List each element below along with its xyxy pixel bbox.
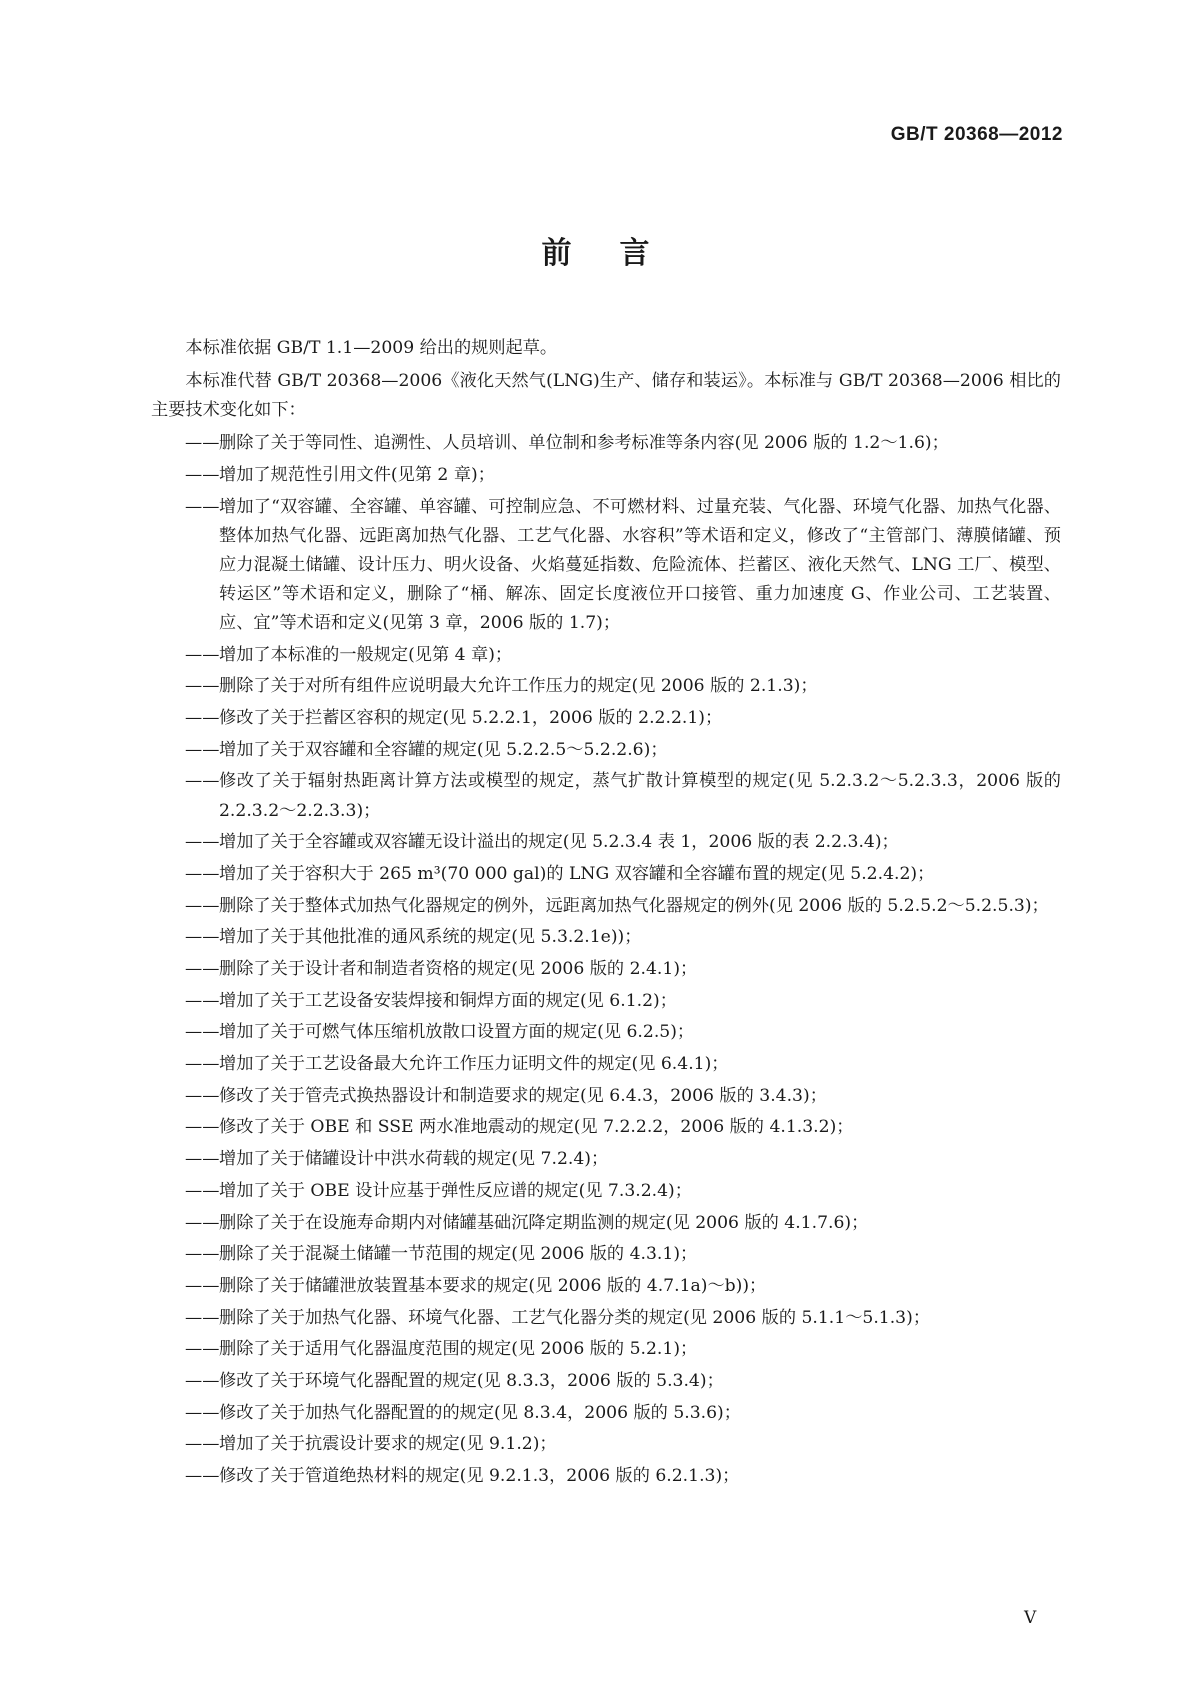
- list-dash: ——: [185, 1085, 220, 1106]
- intro-paragraph-2: 本标准代替 GB/T 20368—2006《液化天然气(LNG)生产、储存和装运》。本标准与 GB/T 20368—2006 相比的主要技术变化如下：: [151, 371, 1061, 421]
- change-text: 增加了关于全容罐或双容罐无设计溢出的规定(见 5.2.3.4 表 1，2006 版的表 2.2.3.4)；: [219, 832, 899, 853]
- page-number: V: [1024, 1608, 1037, 1628]
- list-dash: ——: [185, 863, 220, 884]
- change-text: 增加了关于储罐设计中洪水荷载的规定(见 7.2.4)；: [219, 1149, 609, 1170]
- change-text: 删除了关于在设施寿命期内对储罐基础沉降定期监测的规定(见 2006 版的 4.1.7.6)；: [219, 1212, 869, 1233]
- standard-code: GB/T 20368—2012: [890, 124, 1063, 145]
- change-item: [151, 1304, 1061, 1333]
- change-item: [151, 1209, 1061, 1238]
- change-item: [151, 1335, 1061, 1364]
- change-text: 增加了关于双容罐和全容罐的规定(见 5.2.2.5～5.2.2.6)；: [219, 739, 668, 760]
- change-item: [151, 1240, 1061, 1269]
- change-item: [151, 1082, 1061, 1111]
- change-item: [151, 1018, 1061, 1047]
- intro-paragraph-1: 本标准依据 GB/T 1.1—2009 给出的规则起草。: [185, 338, 558, 358]
- page-title: 前言: [541, 236, 698, 271]
- change-text: 修改了关于辐射热距离计算方法或模型的规定，蒸气扩散计算模型的规定(见 5.2.3.2～5.2.3.3，2006 版的 2.2.3.2～2.2.3.3)；: [219, 771, 1061, 821]
- list-dash: ——: [185, 1180, 220, 1201]
- change-item: [151, 461, 1061, 490]
- list-dash: ——: [185, 1244, 220, 1265]
- change-item: [151, 641, 1061, 670]
- list-dash: ——: [185, 1054, 220, 1075]
- list-dash: ——: [185, 676, 220, 697]
- change-item: [151, 892, 1061, 921]
- change-text: 增加了关于抗震设计要求的规定(见 9.1.2)；: [219, 1434, 557, 1455]
- list-dash: ——: [185, 1370, 220, 1391]
- change-text: 修改了关于环境气化器配置的规定(见 8.3.3，2006 版的 5.3.4)；: [219, 1370, 724, 1391]
- change-item: [151, 923, 1061, 952]
- list-dash: ——: [185, 433, 220, 454]
- change-item: [151, 1050, 1061, 1079]
- change-item: [151, 828, 1061, 857]
- change-item: [151, 860, 1061, 889]
- change-item: [151, 1177, 1061, 1206]
- change-item: [151, 429, 1061, 458]
- list-dash: ——: [185, 1402, 220, 1423]
- change-item: [151, 987, 1061, 1016]
- change-text: 增加了关于 OBE 设计应基于弹性反应谱的规定(见 7.3.2.4)；: [219, 1180, 692, 1201]
- list-dash: ——: [185, 708, 220, 729]
- list-dash: ——: [185, 1275, 220, 1296]
- change-item: [151, 1272, 1061, 1301]
- document-body: [151, 334, 1061, 1494]
- list-dash: ——: [185, 496, 220, 517]
- change-text: 删除了关于等同性、追溯性、人员培训、单位制和参考标准等条内容(见 2006 版的 1.2～1.6)；: [219, 433, 949, 454]
- change-item: [151, 767, 1061, 825]
- change-item: [151, 1399, 1061, 1428]
- change-item: [151, 1145, 1061, 1174]
- change-text: 删除了关于储罐泄放装置基本要求的规定(见 2006 版的 4.7.1a)～b))；: [219, 1275, 767, 1296]
- change-item: [151, 955, 1061, 984]
- change-text: 删除了关于混凝土储罐一节范围的规定(见 2006 版的 4.3.1)；: [219, 1244, 698, 1265]
- list-dash: ——: [185, 1022, 220, 1043]
- change-text: 删除了关于加热气化器、环境气化器、工艺气化器分类的规定(见 2006 版的 5.1.1～5.1.3)；: [219, 1307, 931, 1328]
- list-dash: ——: [185, 1307, 220, 1328]
- change-text: 增加了关于工艺设备安装焊接和铜焊方面的规定(见 6.1.2)；: [219, 990, 677, 1011]
- list-dash: ——: [185, 644, 220, 665]
- change-text: 删除了关于设计者和制造者资格的规定(见 2006 版的 2.4.1)；: [219, 959, 698, 979]
- change-item: [151, 1113, 1061, 1142]
- list-dash: ——: [185, 832, 220, 853]
- list-dash: ——: [185, 895, 220, 916]
- list-dash: ——: [185, 927, 220, 948]
- change-text: 增加了关于工艺设备最大允许工作压力证明文件的规定(见 6.4.1)；: [219, 1054, 729, 1075]
- change-text: 修改了关于加热气化器配置的的规定(见 8.3.4，2006 版的 5.3.6)；: [219, 1402, 741, 1423]
- change-text: 修改了关于拦蓄区容积的规定(见 5.2.2.1，2006 版的 2.2.2.1)；: [219, 708, 723, 729]
- change-text: 修改了关于管壳式换热器设计和制造要求的规定(见 6.4.3，2006 版的 3.4.3)；: [219, 1085, 827, 1106]
- list-dash: ——: [185, 739, 220, 760]
- change-text: 删除了关于对所有组件应说明最大允许工作压力的规定(见 2006 版的 2.1.3)；: [219, 676, 818, 697]
- change-text: 修改了关于 OBE 和 SSE 两水准地震动的规定(见 7.2.2.2，2006 版的 4.1.3.2)；: [219, 1117, 854, 1138]
- list-dash: ——: [185, 1212, 220, 1233]
- change-item: [151, 704, 1061, 733]
- change-text: 删除了关于适用气化器温度范围的规定(见 2006 版的 5.2.1)；: [219, 1339, 698, 1360]
- change-item: [151, 1462, 1061, 1491]
- changes-list: [151, 429, 1061, 1491]
- list-dash: ——: [185, 1466, 220, 1486]
- change-text: 增加了本标准的一般规定(见第 4 章)；: [219, 644, 513, 665]
- change-text: 增加了“双容罐、全容罐、单容罐、可控制应急、不可燃材料、过量充装、气化器、环境气化器、加热气化器、整体加热气化器、远距离加热气化器、工艺气化器、水容积”等术语和定义，修改了“主管部门、薄膜储罐、预应力混凝土储罐、设计压力、明火设备、火焰蔓延指数、危险流体、拦蓄区、液化天然气、LNG 工厂、模型、转运区”等术语和定义，删除了“桶、解冻、固定长度液位开口接管、重力加速度 G、作业公司、工艺装置、应、宜”等术语和定义(见第 3 章，2006 版的 1.7)；: [219, 496, 1061, 634]
- list-dash: ——: [185, 771, 220, 792]
- list-dash: ——: [185, 1339, 220, 1360]
- change-item: [151, 736, 1061, 765]
- change-text: 删除了关于整体式加热气化器规定的例外，远距离加热气化器规定的例外(见 2006 版的 5.2.5.2～5.2.5.3)；: [219, 895, 1049, 916]
- change-item: [151, 1367, 1061, 1396]
- list-dash: ——: [185, 1149, 220, 1170]
- change-item: [151, 672, 1061, 701]
- change-text: 修改了关于管道绝热材料的规定(见 9.2.1.3，2006 版的 6.2.1.3)；: [219, 1466, 740, 1486]
- change-text: 增加了规范性引用文件(见第 2 章)；: [219, 464, 495, 485]
- list-dash: ——: [185, 464, 220, 485]
- change-text: 增加了关于可燃气体压缩机放散口设置方面的规定(见 6.2.5)；: [219, 1022, 695, 1043]
- list-dash: ——: [185, 959, 220, 979]
- change-text: 增加了关于容积大于 265 m³(70 000 gal)的 LNG 双容罐和全容罐布置的规定(见 5.2.4.2)；: [219, 863, 935, 884]
- list-dash: ——: [185, 1117, 220, 1138]
- change-text: 增加了关于其他批准的通风系统的规定(见 5.3.2.1e))；: [219, 927, 642, 948]
- change-item: [151, 1430, 1061, 1459]
- list-dash: ——: [185, 1434, 220, 1455]
- list-dash: ——: [185, 990, 220, 1011]
- change-item: [151, 493, 1061, 638]
